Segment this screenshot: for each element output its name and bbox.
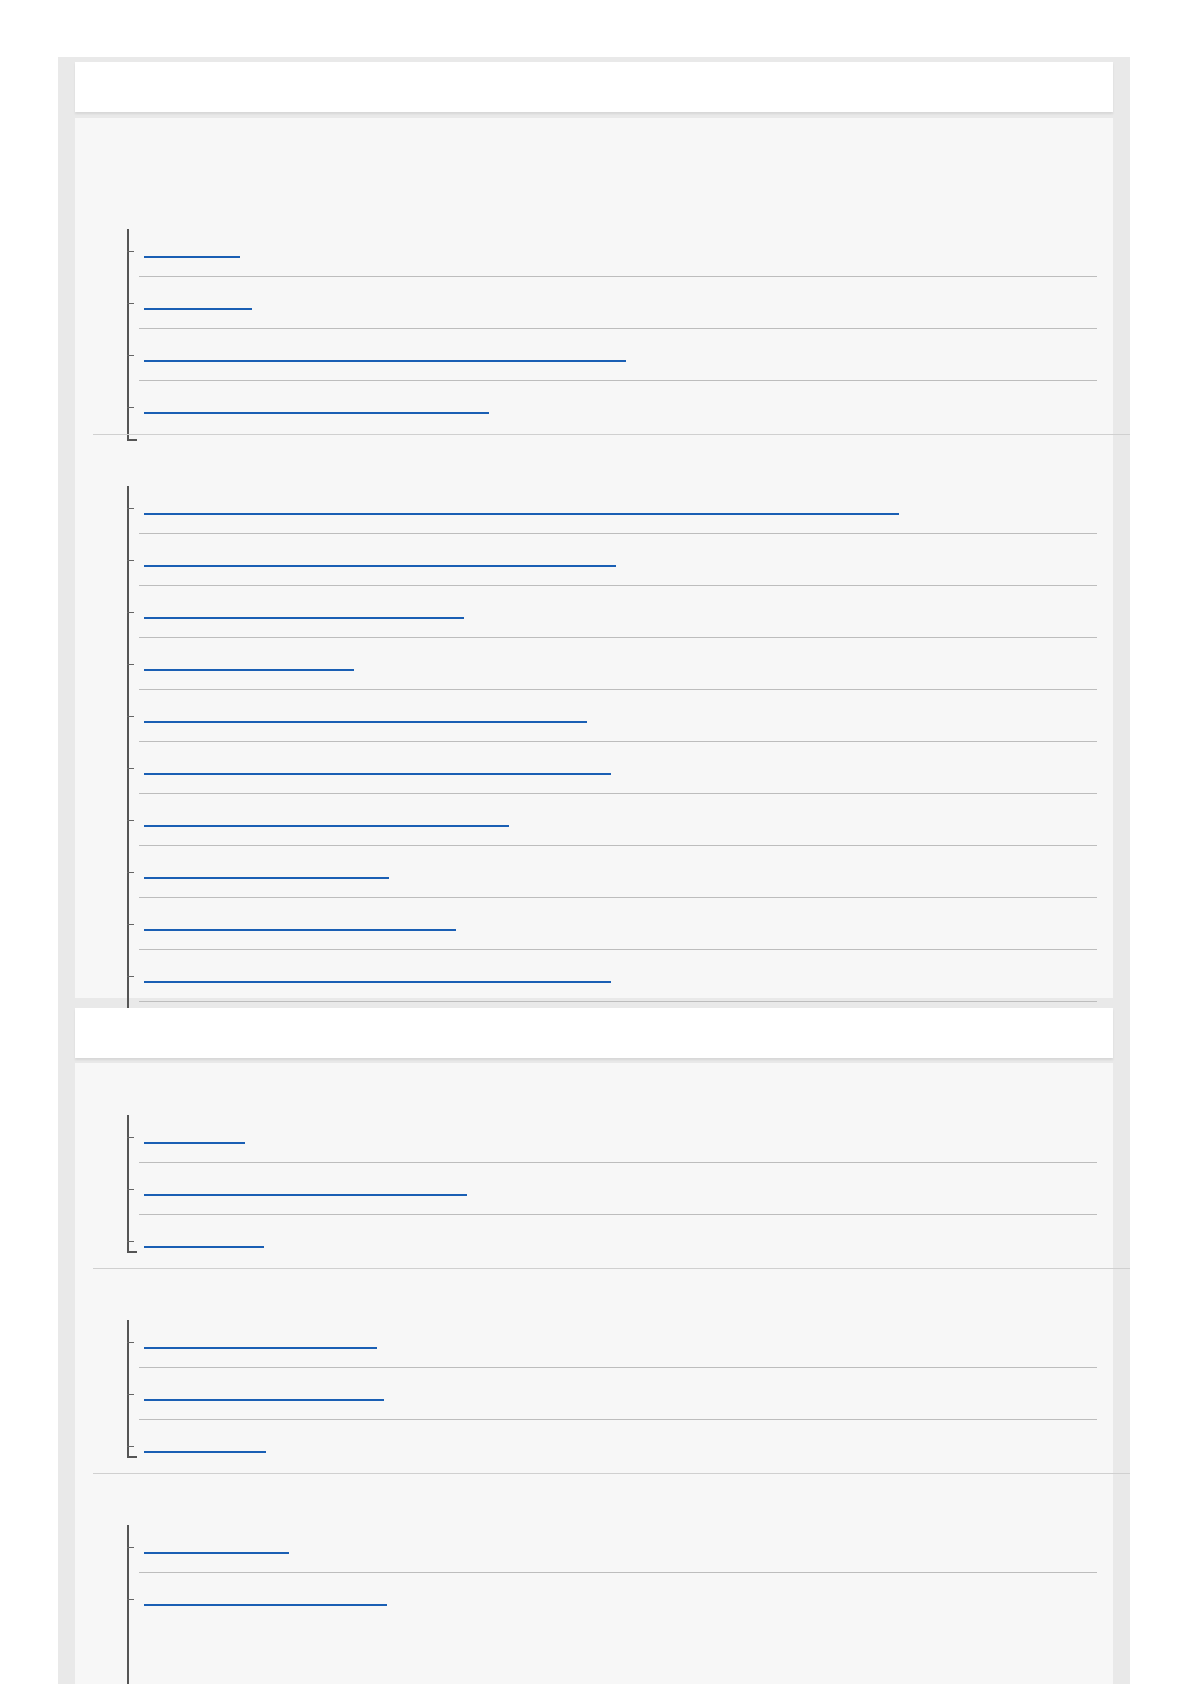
topic-link[interactable] [144,613,464,619]
list-item[interactable] [127,1573,1097,1625]
topic-link[interactable] [144,1600,387,1606]
section-header [75,1008,1113,1058]
topic-link[interactable] [144,1548,289,1554]
list-item[interactable] [127,1163,1097,1215]
topic-link[interactable] [144,561,616,567]
list-item[interactable] [127,690,1097,742]
topic-link[interactable] [144,1138,245,1144]
list-item[interactable] [127,898,1097,950]
list-item[interactable] [127,277,1097,329]
topic-link[interactable] [144,821,509,827]
topic-link[interactable] [144,1395,384,1401]
topic-link[interactable] [144,509,899,515]
list-item[interactable] [127,1111,1097,1163]
topic-link[interactable] [144,717,587,723]
topic-link[interactable] [144,665,354,671]
section-header [75,62,1113,112]
list-item[interactable] [127,225,1097,277]
list-item[interactable] [127,638,1097,690]
list-item[interactable] [127,1316,1097,1368]
topic-link[interactable] [144,408,489,414]
topic-link[interactable] [144,769,611,775]
list-item[interactable] [127,1420,1097,1472]
list-item[interactable] [127,950,1097,1002]
list-item[interactable] [127,586,1097,638]
topic-link[interactable] [144,1343,377,1349]
list-item[interactable] [127,846,1097,898]
topic-link[interactable] [144,356,626,362]
list-item[interactable] [127,1215,1097,1267]
list-item[interactable] [127,381,1097,433]
list-item[interactable] [127,534,1097,586]
list-item[interactable] [127,482,1097,534]
topic-link[interactable] [144,304,252,310]
topic-link[interactable] [144,977,611,983]
list-item[interactable] [127,742,1097,794]
topic-link[interactable] [144,1447,266,1453]
topic-link[interactable] [144,925,456,931]
list-item[interactable] [127,794,1097,846]
section-body [75,118,1113,998]
topic-link[interactable] [144,252,240,258]
section-body [75,1063,1113,1684]
topic-link[interactable] [144,1190,467,1196]
list-item[interactable] [127,1521,1097,1573]
list-item[interactable] [127,1368,1097,1420]
topic-link[interactable] [144,873,389,879]
topic-link[interactable] [144,1242,264,1248]
list-item[interactable] [127,329,1097,381]
help-index-page [58,57,1130,1684]
tree-end [127,439,137,441]
